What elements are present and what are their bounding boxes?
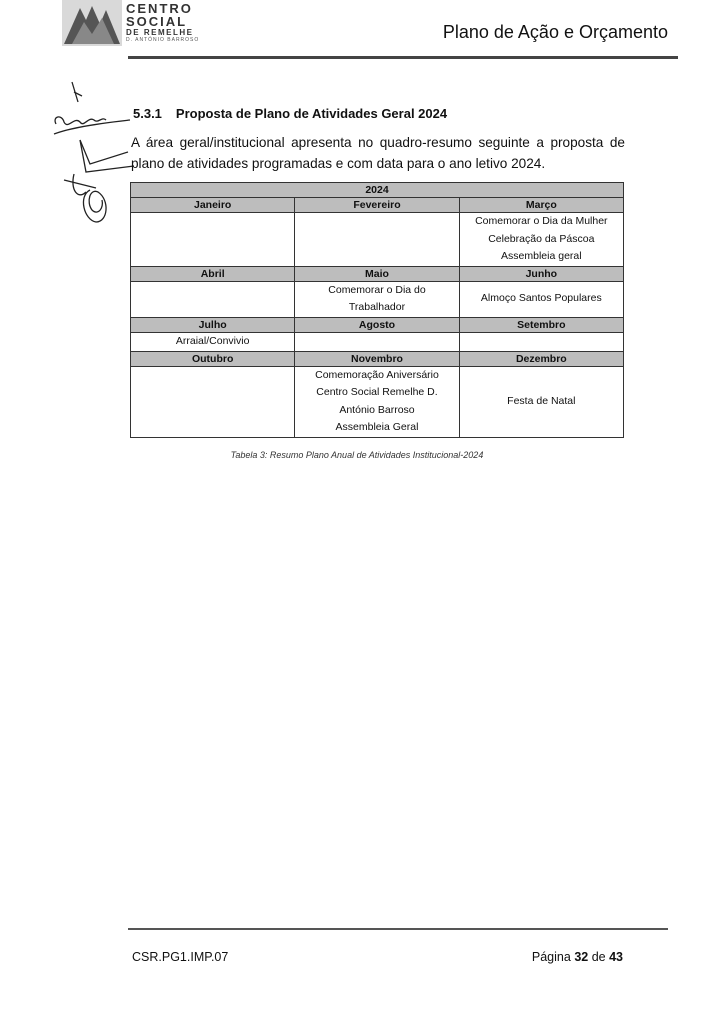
month-header: Junho <box>459 266 623 281</box>
month-header: Outubro <box>131 351 295 366</box>
activity-cell <box>295 213 459 267</box>
activity-cell <box>131 281 295 317</box>
page-number <box>532 950 623 964</box>
logo-text-line1: CENTRO <box>126 1 193 16</box>
intro-paragraph: A área geral/institucional apresenta no quadro-resumo seguinte a proposta de plano de atividades programadas e com data para o ano letivo 2024. <box>131 135 625 171</box>
month-header: Dezembro <box>459 351 623 366</box>
activity-line: Centro Social Remelhe D. <box>316 386 438 398</box>
month-header: Março <box>459 198 623 213</box>
month-header-row <box>131 351 624 366</box>
page-of: de <box>591 950 606 964</box>
month-header: Abril <box>131 266 295 281</box>
logo-text-line3: DE REMELHE <box>126 28 194 37</box>
activity-cell <box>295 366 459 437</box>
activity-row <box>131 332 624 351</box>
section-number: 5.3.1 <box>133 106 162 121</box>
page-label: Página <box>531 950 571 964</box>
activity-cell <box>131 366 295 437</box>
section-title: Proposta de Plano de Atividades Geral 2024 <box>175 106 448 121</box>
footer-divider <box>128 928 668 930</box>
activity-line: Arraial/Convivio <box>175 334 250 347</box>
activity-cell <box>131 332 295 351</box>
month-header: Setembro <box>459 317 623 332</box>
logo-text-line2: SOCIAL <box>126 14 188 29</box>
activity-line: Assembleia geral <box>501 250 582 262</box>
activity-line: Almoço Santos Populares <box>480 292 602 305</box>
document-title: Plano de Ação e Orçamento <box>442 22 668 42</box>
month-header: Julho <box>131 317 295 332</box>
table-caption: Tabela 3: Resumo Plano Anual de Atividades Institucional-2024 <box>230 450 484 460</box>
header-divider <box>128 56 678 59</box>
activities-plan-table <box>130 182 624 438</box>
activity-cell <box>459 213 623 267</box>
page-total: 43 <box>609 950 623 964</box>
logo-emblem-icon <box>62 0 122 46</box>
section-heading <box>133 106 447 121</box>
activity-line: Comemorar o Dia do <box>328 283 426 296</box>
month-header: Janeiro <box>131 198 295 213</box>
activity-row <box>131 366 624 437</box>
activity-line: Assembleia Geral <box>335 421 419 433</box>
activity-line: Celebração da Páscoa <box>488 232 595 245</box>
document-code: CSR.PG1.IMP.07 <box>132 950 229 964</box>
activity-cell <box>459 332 623 351</box>
logo-text-line4: D. ANTÓNIO BARROSO <box>126 37 200 43</box>
activity-cell <box>295 332 459 351</box>
page-current: 32 <box>574 950 589 964</box>
activity-cell <box>459 366 623 437</box>
activity-line: Comemoração Aniversário <box>315 368 439 381</box>
organization-logo <box>62 0 202 46</box>
activity-line: Festa de Natal <box>507 394 576 407</box>
month-header-row <box>131 317 624 332</box>
activity-line: Comemorar o Dia da Mulher <box>475 215 608 227</box>
table-year-header: 2024 <box>131 183 624 198</box>
handwritten-signature <box>50 80 140 240</box>
month-header-row <box>131 266 624 281</box>
activity-line: António Barroso <box>339 403 415 416</box>
month-header: Agosto <box>295 317 459 332</box>
activity-row <box>131 213 624 267</box>
activity-cell <box>131 213 295 267</box>
month-header: Novembro <box>295 351 459 366</box>
month-header-row <box>131 198 624 213</box>
activity-line: Trabalhador <box>348 301 406 313</box>
activity-cell <box>459 281 623 317</box>
activity-row <box>131 281 624 317</box>
month-header: Maio <box>295 266 459 281</box>
activity-cell <box>295 281 459 317</box>
month-header: Fevereiro <box>295 198 459 213</box>
